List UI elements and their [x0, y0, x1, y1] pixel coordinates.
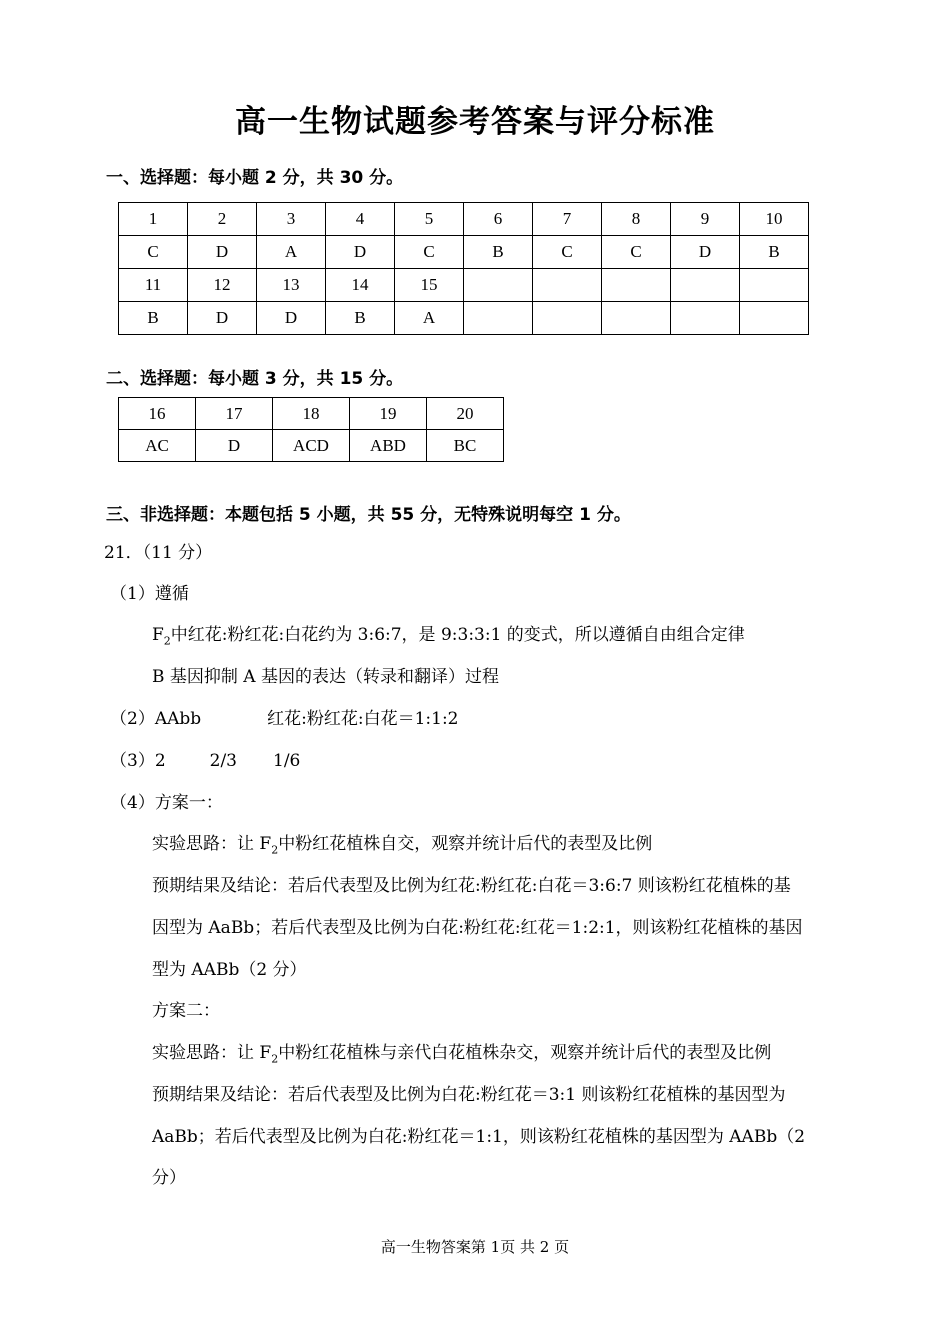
table-cell: 8 [602, 203, 671, 236]
table-cell: 2 [188, 203, 257, 236]
q21-header: 21．（11 分） [104, 543, 213, 563]
table-cell: 20 [427, 398, 504, 430]
q21-part1-line1: $F_2$中红花:粉红花:白花约为 3:6:7，是 9:3:3:1 的变式，所以遵循自由组合定律 [152, 625, 745, 648]
table-cell: B [119, 302, 188, 335]
section2-heading: 二、选择题：每小题 3 分，共 15 分。 [106, 369, 404, 389]
table-row [119, 236, 809, 269]
table-row [119, 430, 504, 462]
plan1-idea: 实验思路：让 $F_2$中粉红花植株自交，观察并统计后代的表型及比例 [152, 834, 653, 857]
plan2-result-line2: AaBb；若后代表型及比例为白花:粉红花＝1:1，则该粉红花植株的基因型为 AABb（2 [152, 1127, 806, 1147]
table-cell: 6 [464, 203, 533, 236]
table-cell: C [533, 236, 602, 269]
table-cell [464, 269, 533, 302]
table-cell: D [188, 236, 257, 269]
table-cell: A [395, 302, 464, 335]
table-cell: 9 [671, 203, 740, 236]
plan1-result-line1: 预期结果及结论：若后代表型及比例为红花:粉红花:白花＝3:6:7 则该粉红花植株的基 [152, 876, 791, 896]
table-cell: 14 [326, 269, 395, 302]
table-cell: D [188, 302, 257, 335]
table-cell [602, 269, 671, 302]
table-cell [740, 269, 809, 302]
table-cell: C [119, 236, 188, 269]
table-cell: ABD [350, 430, 427, 462]
table-cell: 16 [119, 398, 196, 430]
table-cell: AC [119, 430, 196, 462]
page-title: 高一生物试题参考答案与评分标准 [235, 104, 715, 140]
table-cell: C [602, 236, 671, 269]
table-row [119, 302, 809, 335]
table-cell: 5 [395, 203, 464, 236]
table-row [119, 269, 809, 302]
table-cell: 3 [257, 203, 326, 236]
answer-table-1 [118, 202, 809, 335]
table-cell: D [671, 236, 740, 269]
q21-part2: （2）AAbb 红花:粉红花:白花＝1:1:2 [110, 709, 459, 729]
table-cell [464, 302, 533, 335]
q21-part3: （3）2 2/3 1/6 [110, 751, 301, 771]
table-cell: ACD [273, 430, 350, 462]
table-cell: 10 [740, 203, 809, 236]
q21-part1-label: （1）遵循 [110, 584, 189, 604]
table-cell: 12 [188, 269, 257, 302]
table-row [119, 398, 504, 430]
table-cell: B [326, 302, 395, 335]
table-cell: 17 [196, 398, 273, 430]
table-cell: 15 [395, 269, 464, 302]
table-cell [740, 302, 809, 335]
table-cell: 1 [119, 203, 188, 236]
plan2-result-line1: 预期结果及结论：若后代表型及比例为白花:粉红花＝3:1 则该粉红花植株的基因型为 [152, 1085, 786, 1105]
table-cell: D [257, 302, 326, 335]
plan2-result-line3: 分） [152, 1168, 186, 1188]
table-cell [533, 302, 602, 335]
q21-part1-line2: B 基因抑制 A 基因的表达（转录和翻译）过程 [152, 667, 499, 687]
table-cell: A [257, 236, 326, 269]
table-cell: 4 [326, 203, 395, 236]
page-footer: 高一生物答案第 1页 共 2 页 [380, 1238, 570, 1256]
table-cell [602, 302, 671, 335]
table-cell: 18 [273, 398, 350, 430]
table-cell: 13 [257, 269, 326, 302]
table-cell: C [395, 236, 464, 269]
q21-part4-label: （4）方案一： [110, 793, 223, 813]
table-cell: 19 [350, 398, 427, 430]
table-cell [671, 302, 740, 335]
section1-heading: 一、选择题：每小题 2 分，共 30 分。 [106, 168, 404, 188]
answer-table-2 [118, 397, 504, 462]
table-cell: B [464, 236, 533, 269]
table-cell [533, 269, 602, 302]
table-cell: D [326, 236, 395, 269]
plan2-label: 方案二： [152, 1001, 220, 1021]
plan1-result-line2: 因型为 AaBb；若后代表型及比例为白花:粉红花:红花＝1:2:1，则该粉红花植株的基因 [152, 918, 803, 938]
plan2-idea: 实验思路：让 $F_2$中粉红花植株与亲代白花植株杂交，观察并统计后代的表型及比例 [152, 1043, 772, 1066]
plan1-result-line3: 型为 AABb（2 分） [152, 960, 307, 980]
table-cell: D [196, 430, 273, 462]
table-cell: 7 [533, 203, 602, 236]
section3-heading: 三、非选择题：本题包括 5 小题，共 55 分，无特殊说明每空 1 分。 [106, 505, 631, 525]
table-cell: B [740, 236, 809, 269]
table-cell: BC [427, 430, 504, 462]
table-cell: 11 [119, 269, 188, 302]
table-row [119, 203, 809, 236]
table-cell [671, 269, 740, 302]
